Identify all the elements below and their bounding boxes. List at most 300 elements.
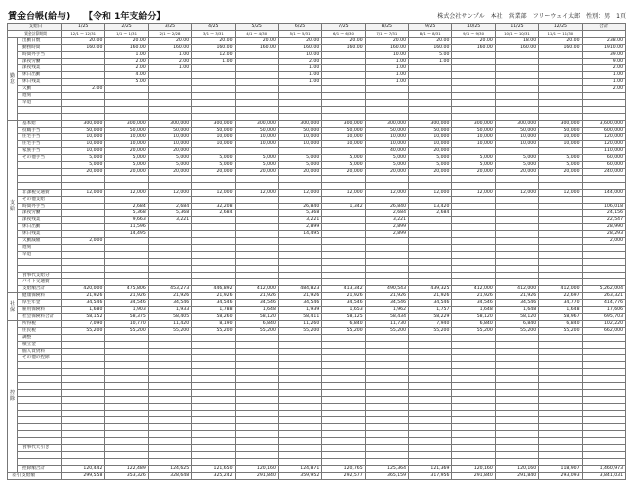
value-cell (62, 417, 105, 424)
value-cell: 34,546 (495, 300, 538, 307)
value-cell (278, 410, 321, 417)
value-cell (235, 93, 278, 100)
value-cell: 600,000 (582, 127, 625, 134)
value-cell: 20,000 (62, 169, 105, 176)
value-cell (192, 224, 235, 231)
period-cell: 10/1 〜 10/31 (495, 30, 538, 37)
value-cell (495, 348, 538, 355)
value-cell: 11,730 (365, 320, 408, 327)
value-cell (192, 148, 235, 155)
value-cell: 50,000 (148, 127, 191, 134)
value-cell: 12,000 (278, 189, 321, 196)
value-cell (495, 265, 538, 272)
row-label: 個人賃貸料 (18, 348, 62, 355)
value-cell (495, 279, 538, 286)
value-cell: 10,000 (322, 141, 365, 148)
value-cell (192, 238, 235, 245)
value-cell (192, 362, 235, 369)
value-cell (452, 217, 495, 224)
value-cell (539, 79, 582, 86)
value-cell: 5,000 (235, 155, 278, 162)
value-cell (322, 438, 365, 445)
value-cell (105, 106, 148, 113)
value-cell: 1,757 (409, 307, 452, 314)
section-label: 勤怠 (8, 37, 18, 120)
value-cell (452, 148, 495, 155)
value-cell: 2.00 (62, 86, 105, 93)
value-cell (322, 238, 365, 245)
value-cell: 12,000 (365, 189, 408, 196)
row-label (18, 382, 62, 389)
value-cell (409, 65, 452, 72)
row-label: 積立金 (18, 341, 62, 348)
value-cell: 34,546 (452, 300, 495, 307)
value-cell (539, 99, 582, 106)
value-cell (409, 106, 452, 113)
value-cell: 120,000 (582, 141, 625, 148)
value-cell (539, 396, 582, 403)
value-cell (452, 369, 495, 376)
value-cell (105, 196, 148, 203)
value-cell: 10,000 (278, 134, 321, 141)
value-cell (278, 265, 321, 272)
value-cell: 2,684 (365, 210, 408, 217)
value-cell (148, 238, 191, 245)
value-cell (582, 182, 625, 189)
value-cell (452, 182, 495, 189)
value-cell (452, 376, 495, 383)
period-cell: 11/1 〜 11/30 (539, 30, 582, 37)
value-cell: 3,600,000 (582, 120, 625, 127)
value-cell: 2,000 (582, 238, 625, 245)
value-cell (539, 65, 582, 72)
value-cell: 12,000 (539, 189, 582, 196)
value-cell (322, 79, 365, 86)
value-cell (235, 424, 278, 431)
value-cell (235, 382, 278, 389)
value-cell (452, 238, 495, 245)
value-cell (495, 210, 538, 217)
value-cell (322, 410, 365, 417)
value-cell: 300,000 (62, 120, 105, 127)
value-cell (409, 376, 452, 383)
table-row (8, 424, 626, 431)
value-cell (452, 438, 495, 445)
table-row (8, 238, 626, 245)
value-cell: 5,000 (495, 162, 538, 169)
page-title: 賃金台帳(給与) (8, 12, 71, 22)
value-cell: 1,933 (148, 307, 191, 314)
value-cell: 60,000 (582, 162, 625, 169)
value-cell: 1.00 (148, 51, 191, 58)
value-cell: 58,967 (539, 313, 582, 320)
value-cell (192, 65, 235, 72)
value-cell (235, 79, 278, 86)
value-cell (409, 272, 452, 279)
value-cell (322, 210, 365, 217)
value-cell (322, 182, 365, 189)
value-cell: 58,125 (322, 313, 365, 320)
value-cell: 24,156 (582, 210, 625, 217)
value-cell (322, 445, 365, 452)
row-label: 欠勤減額 (18, 238, 62, 245)
value-cell: 21,926 (148, 293, 191, 300)
row-label: 食事代支給分 (18, 272, 62, 279)
value-cell (62, 348, 105, 355)
row-label: 深夜労働 (18, 58, 62, 65)
value-cell: 238.00 (582, 37, 625, 44)
value-cell (148, 382, 191, 389)
row-label: その他手当 (18, 155, 62, 162)
value-cell: 300,000 (322, 120, 365, 127)
value-cell: 5,000 (539, 155, 582, 162)
value-cell: 120,160 (452, 465, 495, 472)
value-cell: 1,788 (192, 307, 235, 314)
value-cell: 160.00 (539, 44, 582, 51)
value-cell (452, 258, 495, 265)
value-cell (582, 272, 625, 279)
table-row (8, 458, 626, 465)
value-cell (192, 355, 235, 362)
value-cell (322, 417, 365, 424)
table-row (8, 93, 626, 100)
value-cell (409, 438, 452, 445)
value-cell (452, 224, 495, 231)
value-cell (409, 182, 452, 189)
value-cell (148, 396, 191, 403)
value-cell (235, 175, 278, 182)
section-label: 控除 (8, 320, 18, 472)
value-cell (365, 424, 408, 431)
value-cell (365, 265, 408, 272)
value-cell: 6,840 (452, 320, 495, 327)
value-cell: 50,000 (105, 127, 148, 134)
value-cell (322, 348, 365, 355)
value-cell (235, 417, 278, 424)
value-cell: 10,000 (452, 134, 495, 141)
value-cell (148, 106, 191, 113)
value-cell: 55,200 (192, 327, 235, 334)
value-cell (582, 258, 625, 265)
value-cell (105, 431, 148, 438)
value-cell (105, 445, 148, 452)
value-cell: 9.00 (582, 58, 625, 65)
value-cell (365, 410, 408, 417)
value-cell: 1,962 (365, 307, 408, 314)
value-cell (582, 265, 625, 272)
value-cell (322, 148, 365, 155)
value-cell: 12,000 (322, 189, 365, 196)
value-cell (105, 341, 148, 348)
value-cell (452, 272, 495, 279)
row-label: 健康保険料 (18, 293, 62, 300)
value-cell (322, 244, 365, 251)
value-cell: 20.00 (365, 37, 408, 44)
value-cell (322, 341, 365, 348)
value-cell (278, 424, 321, 431)
value-cell (148, 445, 191, 452)
value-cell (539, 238, 582, 245)
value-cell: 2.00 (105, 65, 148, 72)
value-cell: 12,000 (62, 189, 105, 196)
value-cell (452, 341, 495, 348)
value-cell (322, 376, 365, 383)
value-cell (495, 99, 538, 106)
value-cell (235, 355, 278, 362)
value-cell (409, 431, 452, 438)
value-cell (278, 251, 321, 258)
value-cell (322, 106, 365, 113)
value-cell (278, 148, 321, 155)
value-cell (62, 376, 105, 383)
row-label: 時間外手当 (18, 203, 62, 210)
value-cell (365, 389, 408, 396)
value-cell: 292,577 (322, 472, 365, 479)
value-cell (582, 376, 625, 383)
value-cell (148, 258, 191, 265)
value-cell (148, 341, 191, 348)
period-cell: 12/1 〜 12/31 (62, 30, 105, 37)
value-cell (235, 258, 278, 265)
value-cell: 2.00 (278, 58, 321, 65)
table-row (8, 286, 626, 293)
value-cell (148, 389, 191, 396)
value-cell: 1.00 (582, 79, 625, 86)
value-cell (192, 396, 235, 403)
value-cell: 20.00 (452, 37, 495, 44)
value-cell (235, 196, 278, 203)
value-cell (365, 458, 408, 465)
value-cell (452, 99, 495, 106)
value-cell: 5,368 (148, 210, 191, 217)
value-cell: 21,926 (62, 293, 105, 300)
value-cell (62, 51, 105, 58)
value-cell: 21,926 (365, 293, 408, 300)
value-cell (365, 417, 408, 424)
value-cell: 1,653 (322, 307, 365, 314)
value-cell (62, 258, 105, 265)
value-cell: 58,120 (452, 313, 495, 320)
value-cell (409, 258, 452, 265)
value-cell (105, 86, 148, 93)
value-cell: 55,200 (105, 327, 148, 334)
row-label (18, 451, 62, 458)
value-cell: 10,000 (62, 141, 105, 148)
row-label: 住民税 (18, 327, 62, 334)
value-cell: 412,000 (495, 286, 538, 293)
value-cell: 5,000 (105, 162, 148, 169)
value-cell (495, 355, 538, 362)
value-cell: 10,000 (365, 141, 408, 148)
table-row (8, 272, 626, 279)
value-cell (495, 72, 538, 79)
table-row (8, 99, 626, 106)
table-row (8, 465, 626, 472)
value-cell: 1.00 (148, 65, 191, 72)
value-cell: 10,000 (148, 134, 191, 141)
value-cell (452, 355, 495, 362)
value-cell: 300,000 (495, 120, 538, 127)
value-cell (192, 93, 235, 100)
value-cell: 9,663 (105, 217, 148, 224)
row-label (18, 389, 62, 396)
value-cell (235, 58, 278, 65)
value-cell: 7,940 (409, 320, 452, 327)
value-cell: 34,546 (278, 300, 321, 307)
value-cell: 21,926 (322, 293, 365, 300)
table-row (8, 348, 626, 355)
value-cell (192, 251, 235, 258)
value-cell (62, 182, 105, 189)
value-cell: 12,000 (495, 189, 538, 196)
value-cell: 414,776 (582, 300, 625, 307)
row-label (18, 369, 62, 376)
value-cell: 20,000 (322, 169, 365, 176)
value-cell (539, 148, 582, 155)
value-cell (539, 362, 582, 369)
value-cell (192, 451, 235, 458)
value-cell (582, 382, 625, 389)
value-cell: 20.00 (62, 37, 105, 44)
value-cell (322, 382, 365, 389)
value-cell (495, 396, 538, 403)
row-label: 厚生年金 (18, 300, 62, 307)
value-cell (148, 175, 191, 182)
value-cell (105, 93, 148, 100)
value-cell (582, 334, 625, 341)
row-label: 社会保険料合計 (18, 313, 62, 320)
value-cell (62, 79, 105, 86)
value-cell: 2,684 (148, 203, 191, 210)
value-cell (62, 272, 105, 279)
value-cell (539, 251, 582, 258)
value-cell (148, 369, 191, 376)
value-cell (365, 106, 408, 113)
value-cell (105, 182, 148, 189)
row-label: 家族手当 (18, 148, 62, 155)
value-cell: 3,841,031 (582, 472, 625, 479)
value-cell: 50,000 (278, 127, 321, 134)
value-cell: 20,000 (148, 169, 191, 176)
value-cell (409, 458, 452, 465)
value-cell (539, 182, 582, 189)
value-cell: 125,364 (365, 465, 408, 472)
value-cell (192, 79, 235, 86)
value-cell (409, 217, 452, 224)
table-row (8, 410, 626, 417)
value-cell (235, 341, 278, 348)
value-cell: 118,907 (539, 465, 582, 472)
value-cell (495, 251, 538, 258)
value-cell: 12,000 (105, 189, 148, 196)
value-cell (278, 182, 321, 189)
month-header: 4/25 (192, 24, 235, 31)
value-cell (278, 431, 321, 438)
value-cell (322, 51, 365, 58)
value-cell (322, 265, 365, 272)
row-label: 遅刻 (18, 244, 62, 251)
value-cell (539, 244, 582, 251)
value-cell (62, 99, 105, 106)
value-cell (409, 369, 452, 376)
value-cell (235, 458, 278, 465)
value-cell (192, 175, 235, 182)
table-row (8, 106, 626, 113)
value-cell (278, 272, 321, 279)
value-cell (539, 175, 582, 182)
row-label (18, 258, 62, 265)
value-cell: 1.00 (278, 72, 321, 79)
value-cell: 662,000 (582, 327, 625, 334)
value-cell (539, 445, 582, 452)
value-cell (322, 65, 365, 72)
value-cell (495, 362, 538, 369)
value-cell (278, 279, 321, 286)
value-cell: 60,000 (582, 155, 625, 162)
value-cell (235, 244, 278, 251)
value-cell: 26,840 (278, 203, 321, 210)
value-cell (148, 376, 191, 383)
value-cell (539, 410, 582, 417)
value-cell: 5,000 (62, 162, 105, 169)
value-cell: 2,899 (365, 231, 408, 238)
value-cell (148, 231, 191, 238)
value-cell (539, 106, 582, 113)
month-header: 12/25 (539, 24, 582, 31)
value-cell (539, 113, 582, 120)
company-info: 株式会社サンプル 本社 営業部 フリーウェイ太郎 性別：男 1頁 (437, 13, 626, 20)
value-cell (192, 348, 235, 355)
value-cell: 359,952 (278, 472, 321, 479)
value-cell: 12,000 (192, 189, 235, 196)
value-cell (62, 362, 105, 369)
value-cell (148, 362, 191, 369)
value-cell (192, 438, 235, 445)
value-cell (192, 382, 235, 389)
value-cell (365, 113, 408, 120)
value-cell (192, 417, 235, 424)
value-cell: 18.00 (495, 37, 538, 44)
value-cell: 1,648 (452, 307, 495, 314)
value-cell (539, 224, 582, 231)
value-cell: 2,899 (278, 224, 321, 231)
value-cell: 420,000 (62, 286, 105, 293)
value-cell: 5,000 (365, 155, 408, 162)
value-cell (452, 424, 495, 431)
value-cell: 10,000 (62, 148, 105, 155)
value-cell (409, 86, 452, 93)
value-cell: 1910.00 (582, 44, 625, 51)
period-cell: 4/1 〜 4/30 (235, 30, 278, 37)
value-cell (365, 451, 408, 458)
value-cell (105, 355, 148, 362)
value-cell (62, 93, 105, 100)
value-cell: 5,262,004 (582, 286, 625, 293)
value-cell (495, 382, 538, 389)
value-cell (582, 451, 625, 458)
value-cell (409, 99, 452, 106)
period-cell: 9/1 〜 9/30 (452, 30, 495, 37)
value-cell (148, 451, 191, 458)
value-cell (105, 424, 148, 431)
value-cell (495, 106, 538, 113)
value-cell (495, 93, 538, 100)
value-cell: 160.00 (452, 44, 495, 51)
value-cell (235, 203, 278, 210)
value-cell: 2,684 (105, 203, 148, 210)
value-cell (62, 431, 105, 438)
value-cell: 55,200 (62, 327, 105, 334)
